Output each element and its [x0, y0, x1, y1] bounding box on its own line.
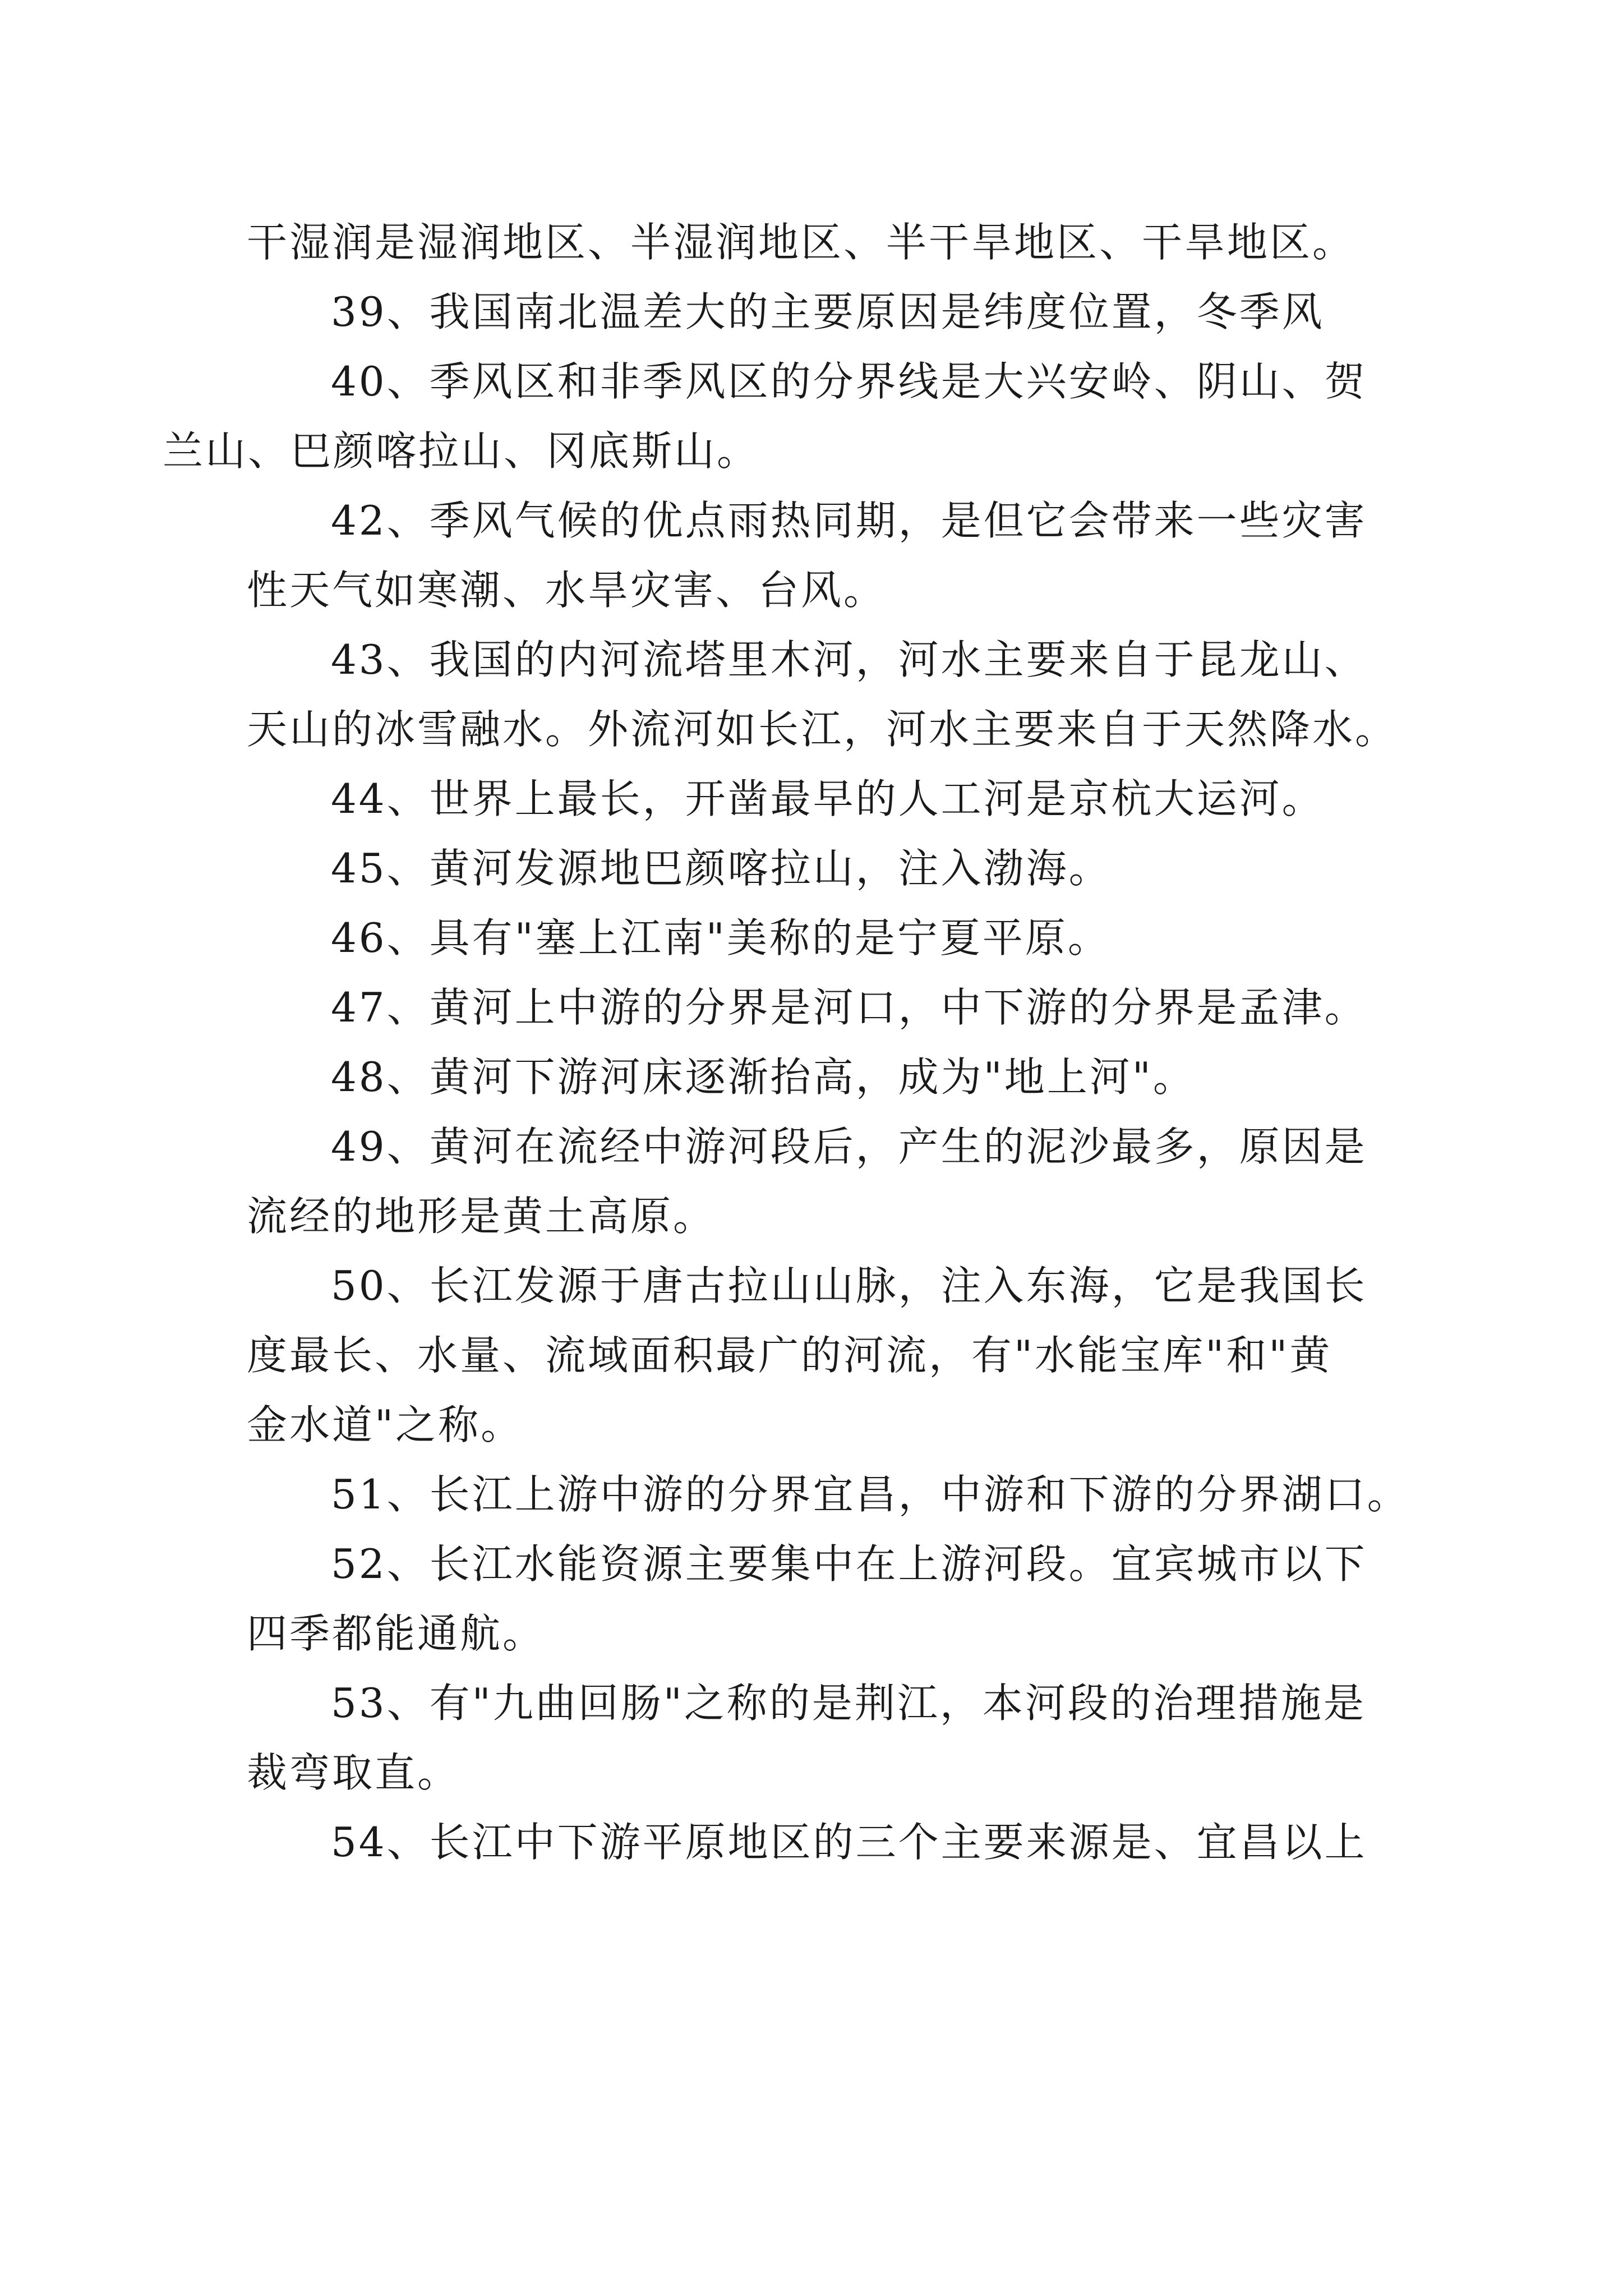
text-line: 48、黄河下游河床逐渐抬高，成为"地上河"。	[331, 1053, 1196, 1101]
text-line: 47、黄河上中游的分界是河口，中下游的分界是孟津。	[331, 984, 1367, 1031]
text-line: 干湿润是湿润地区、半湿润地区、半干旱地区、干旱地区。	[247, 219, 1355, 266]
paragraph	[247, 1042, 1396, 1112]
text-line: 40、季风区和非季风区的分界线是大兴安岭、阴山、贺	[331, 358, 1367, 405]
text-line: 51、长江上游中游的分界宜昌，中游和下游的分界湖口。	[331, 1471, 1410, 1518]
text-line: 50、长江发源于唐古拉山山脉，注入东海，它是我国长	[331, 1262, 1367, 1309]
text-line: 裁弯取直。	[247, 1749, 460, 1796]
text-line: 兰山、巴颜喀拉山、冈底斯山。	[163, 427, 760, 475]
text-line: 39、我国南北温差大的主要原因是纬度位置，冬季风	[331, 288, 1325, 335]
document-body	[163, 208, 1410, 1877]
paragraph	[247, 764, 1396, 834]
paragraph	[247, 973, 1396, 1042]
text-line: 四季都能通航。	[247, 1610, 546, 1657]
text-line: 54、长江中下游平原地区的三个主要来源是、宜昌以上	[331, 1819, 1367, 1866]
text-line: 44、世界上最长，开凿最早的人工河是京杭大运河。	[331, 775, 1325, 822]
paragraph	[247, 625, 1396, 764]
paragraph	[247, 1807, 1396, 1877]
text-line: 流经的地形是黄土高原。	[247, 1193, 716, 1240]
paragraph	[247, 834, 1396, 903]
text-line: 52、长江水能资源主要集中在上游河段。宜宾城市以下	[331, 1540, 1367, 1588]
paragraph	[247, 1529, 1396, 1668]
text-line: 性天气如寒潮、水旱灾害、台风。	[247, 567, 887, 614]
text-line: 金水道"之称。	[247, 1401, 524, 1448]
text-line: 42、季风气候的优点雨热同期，是但它会带来一些灾害	[331, 497, 1367, 544]
paragraph	[247, 1112, 1396, 1251]
paragraph	[247, 1460, 1410, 1529]
paragraph	[247, 486, 1396, 625]
text-line: 53、有"九曲回肠"之称的是荆江，本河段的治理措施是	[331, 1680, 1366, 1727]
text-line: 43、我国的内河流塔里木河，河水主要来自于昆龙山、	[331, 636, 1367, 683]
paragraph	[247, 903, 1396, 973]
paragraph	[247, 1251, 1396, 1460]
paragraph	[247, 1668, 1396, 1807]
text-line: 49、黄河在流经中游河段后，产生的泥沙最多，原因是	[331, 1123, 1367, 1170]
paragraph	[247, 208, 1396, 277]
text-line: 天山的冰雪融水。外流河如长江，河水主要来自于天然降水。	[247, 706, 1398, 753]
text-line: 45、黄河发源地巴颜喀拉山，注入渤海。	[331, 845, 1112, 892]
paragraph	[247, 277, 1396, 347]
text-line: 46、具有"塞上江南"美称的是宁夏平原。	[331, 914, 1110, 961]
paragraph	[163, 347, 1396, 486]
text-line: 度最长、水量、流域面积最广的河流，有"水能宝库"和"黄	[247, 1332, 1332, 1379]
